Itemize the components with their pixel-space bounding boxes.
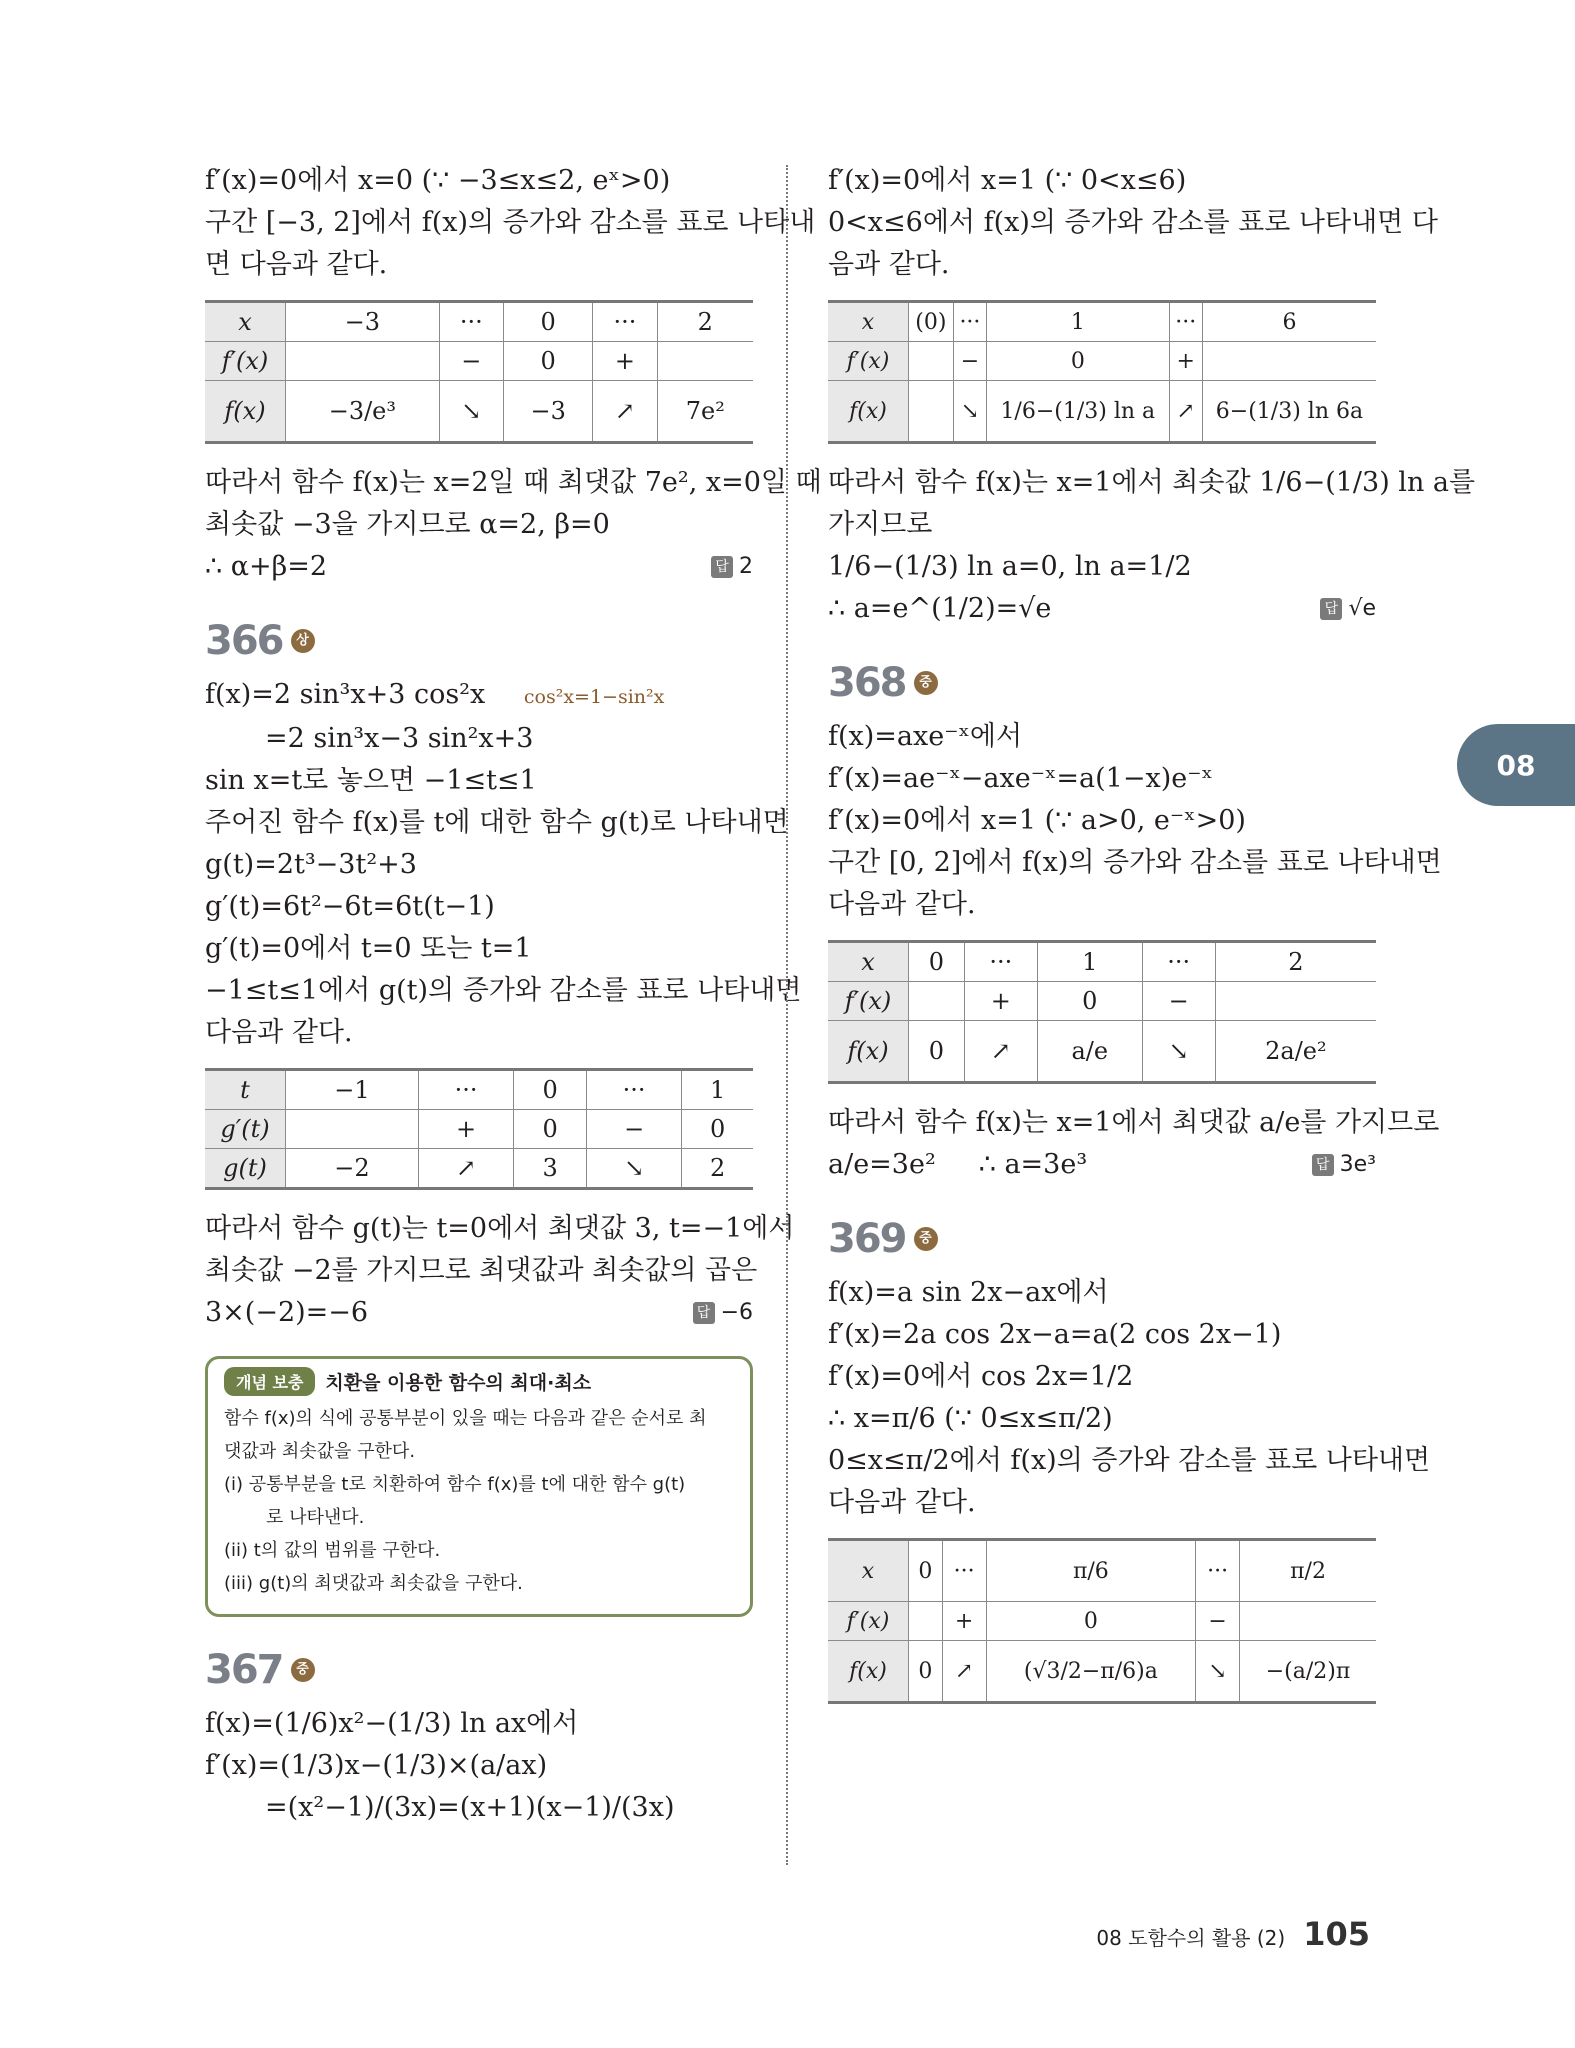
answer-line: ∴ α+β=2 [205, 551, 328, 582]
table-cell: ↘ [1142, 1021, 1215, 1083]
answer-row [205, 1292, 753, 1334]
text-line: f′(x)=0에서 x=1 (∵ 0<x≤6) [828, 165, 1187, 196]
table-cell: 6−(1/3) ln 6a [1202, 381, 1376, 443]
table-cell: f(x) [828, 381, 909, 443]
text-line: 다음과 같다. [828, 889, 976, 920]
table-cell: x [828, 942, 909, 982]
footer-title: 08 도함수의 활용 (2) [1096, 1926, 1286, 1950]
answer-badge [693, 1292, 753, 1334]
problem-number: 369 [828, 1216, 906, 1262]
table-cell: ··· [953, 302, 986, 342]
problem-367-header [205, 1647, 753, 1693]
table-cell: ··· [964, 942, 1037, 982]
table-cell: ↗ [418, 1149, 513, 1189]
table-cell: − [1196, 1602, 1240, 1641]
answer-line: a/e=3e² ∴ a=3e³ [828, 1149, 1088, 1180]
text-line: 따라서 함수 g(t)는 t=0에서 최댓값 3, t=−1에서 [205, 1213, 795, 1244]
table-cell: 0 [1037, 982, 1142, 1021]
answer-line: ∴ a=e^(1/2)=√e [828, 593, 1052, 624]
table-cell: −3 [286, 302, 440, 342]
text-line: 다음과 같다. [828, 1487, 976, 1518]
table-cell: x [205, 302, 286, 342]
answer-line: 3×(−2)=−6 [205, 1297, 369, 1328]
table-cell: −2 [286, 1149, 419, 1189]
sign-table-367 [828, 300, 1376, 444]
table-cell: π/2 [1240, 1540, 1376, 1602]
table-cell: 1 [1037, 942, 1142, 982]
table-cell: f(x) [828, 1641, 909, 1703]
problem-number: 366 [205, 618, 283, 664]
text-line: f(x)=axe⁻ˣ에서 [828, 721, 1023, 752]
note-line: (i) 공통부분을 t로 치환하여 함수 f(x)를 t에 대한 함수 g(t) [224, 1474, 686, 1495]
sign-table-368 [828, 940, 1376, 1084]
table-cell: f′(x) [828, 1602, 909, 1641]
table-cell: 0 [909, 1540, 943, 1602]
problem-number: 368 [828, 660, 906, 706]
chapter-tab: 08 [1457, 724, 1575, 806]
text-line: ∴ x=π/6 (∵ 0≤x≤π/2) [828, 1403, 1113, 1434]
table-cell [909, 342, 954, 381]
note-title: 치환을 이용한 함수의 최대·최소 [325, 1372, 592, 1394]
table-cell: + [942, 1602, 986, 1641]
table-cell: 7e² [657, 381, 753, 443]
difficulty-badge: 중 [291, 1658, 315, 1682]
table-cell [909, 381, 954, 443]
table-cell: ↗ [1169, 381, 1202, 443]
table-cell: x [828, 302, 909, 342]
table-cell: 1/6−(1/3) ln a [987, 381, 1169, 443]
answer-badge [711, 546, 753, 588]
problem-369-header [828, 1216, 1376, 1262]
table-cell: 1 [987, 302, 1169, 342]
answer-badge [1312, 1144, 1376, 1186]
page-number: 105 [1303, 1915, 1370, 1953]
page-footer [1096, 1915, 1370, 1953]
table-cell [286, 342, 440, 381]
text-line: 최솟값 −3을 가지므로 α=2, β=0 [205, 509, 610, 540]
text-line: 최솟값 −2를 가지므로 최댓값과 최솟값의 곱은 [205, 1255, 758, 1286]
table-cell: 2 [682, 1149, 753, 1189]
text-line: f′(x)=2a cos 2x−a=a(2 cos 2x−1) [828, 1319, 1282, 1350]
text-line: f(x)=a sin 2x−ax에서 [828, 1277, 1109, 1308]
table-cell: f′(x) [205, 342, 286, 381]
note-header [224, 1367, 734, 1396]
answer-value: 2 [739, 554, 753, 579]
table-cell: ··· [586, 1070, 681, 1110]
text-line: g′(t)=0에서 t=0 또는 t=1 [205, 933, 532, 964]
table-cell: ↘ [953, 381, 986, 443]
table-cell: ↗ [942, 1641, 986, 1703]
table-cell: 0 [987, 342, 1169, 381]
table-cell [286, 1110, 419, 1149]
problem-number: 367 [205, 1647, 283, 1693]
table-cell: ··· [593, 302, 657, 342]
text-line: 가지므로 [828, 509, 933, 540]
table-cell: + [964, 982, 1037, 1021]
text-line: 따라서 함수 f(x)는 x=1에서 최솟값 1/6−(1/3) ln a를 [828, 467, 1476, 498]
table-cell: ··· [418, 1070, 513, 1110]
table-cell [909, 1602, 943, 1641]
table-cell: (0) [909, 302, 954, 342]
answer-row [828, 1144, 1376, 1186]
table-cell: 2a/e² [1215, 1021, 1376, 1083]
difficulty-badge: 중 [914, 1227, 938, 1251]
answer-value: −6 [720, 1300, 753, 1325]
answer-mark-icon: 답 [711, 556, 733, 578]
text-line: f′(x)=0에서 cos 2x=1/2 [828, 1361, 1134, 1392]
table-cell: ↘ [586, 1149, 681, 1189]
table-cell: ↘ [439, 381, 503, 443]
problem-368-header [828, 660, 1376, 706]
table-cell: ↗ [593, 381, 657, 443]
table-cell: a/e [1037, 1021, 1142, 1083]
table-cell: ↗ [964, 1021, 1037, 1083]
text-line: f′(x)=0에서 x=1 (∵ a>0, e⁻ˣ>0) [828, 805, 1246, 836]
sign-table-366 [205, 1068, 753, 1190]
table-cell: 0 [503, 342, 592, 381]
note-line: 댓값과 최솟값을 구한다. [224, 1441, 416, 1462]
table-cell: + [1169, 342, 1202, 381]
table-cell: (√3/2−π/6)a [986, 1641, 1196, 1703]
table-cell: f(x) [828, 1021, 909, 1083]
answer-badge [1320, 588, 1376, 630]
formula: f(x)=2 sin³x+3 cos²x [205, 679, 486, 710]
text-line: 따라서 함수 f(x)는 x=2일 때 최댓값 7e², x=0일 때 [205, 467, 822, 498]
text-line: 면 다음과 같다. [205, 249, 388, 280]
text-line: sin x=t로 놓으면 −1≤t≤1 [205, 765, 537, 796]
problem-366-header [205, 618, 753, 664]
table-cell: ··· [942, 1540, 986, 1602]
note-line: 로 나타낸다. [266, 1507, 365, 1528]
answer-mark-icon: 답 [693, 1302, 715, 1324]
table-cell: 0 [986, 1602, 1196, 1641]
note-line: (ii) t의 값의 범위를 구한다. [224, 1540, 441, 1561]
text-line: 0≤x≤π/2에서 f(x)의 증가와 감소를 표로 나타내면 [828, 1445, 1431, 1476]
column-divider [786, 165, 788, 1865]
text-line: 구간 [−3, 2]에서 f(x)의 증가와 감소를 표로 나타내 [205, 207, 816, 238]
table-cell: ··· [1169, 302, 1202, 342]
answer-mark-icon: 답 [1312, 1154, 1334, 1176]
text-line: 0<x≤6에서 f(x)의 증가와 감소를 표로 나타내면 다 [828, 207, 1438, 238]
note-tag: 개념 보충 [224, 1367, 315, 1396]
text-line: g(t)=2t³−3t²+3 [205, 849, 417, 880]
table-cell [1240, 1602, 1376, 1641]
text-line: 구간 [0, 2]에서 f(x)의 증가와 감소를 표로 나타내면 [828, 847, 1442, 878]
table-cell: 2 [657, 302, 753, 342]
table-cell: g′(t) [205, 1110, 286, 1149]
table-cell: − [586, 1110, 681, 1149]
text-line: f′(x)=ae⁻ˣ−axe⁻ˣ=a(1−x)e⁻ˣ [828, 763, 1213, 794]
table-cell: 2 [1215, 942, 1376, 982]
text-line: 따라서 함수 f(x)는 x=1에서 최댓값 a/e를 가지므로 [828, 1107, 1440, 1138]
table-cell: −3 [503, 381, 592, 443]
table-cell: f′(x) [828, 342, 909, 381]
table-cell [1202, 342, 1376, 381]
table-cell: − [439, 342, 503, 381]
answer-value: √e [1348, 596, 1376, 621]
sign-table-369 [828, 1538, 1376, 1704]
table-cell: 1 [682, 1070, 753, 1110]
side-note: cos²x=1−sin²x [523, 686, 665, 708]
table-cell: −3/e³ [286, 381, 440, 443]
table-cell: ··· [439, 302, 503, 342]
table-cell: 0 [514, 1070, 587, 1110]
text-line: 음과 같다. [828, 249, 950, 280]
text-line: f′(x)=0에서 x=0 (∵ −3≤x≤2, eˣ>0) [205, 165, 671, 196]
table-cell: + [418, 1110, 513, 1149]
text-line: 1/6−(1/3) ln a=0, ln a=1/2 [828, 551, 1192, 582]
table-cell: π/6 [986, 1540, 1196, 1602]
table-cell: −(a/2)π [1240, 1641, 1376, 1703]
table-cell: 0 [909, 942, 965, 982]
difficulty-badge: 중 [914, 671, 938, 695]
answer-mark-icon: 답 [1320, 598, 1342, 620]
table-cell: 3 [514, 1149, 587, 1189]
table-cell: 0 [682, 1110, 753, 1149]
table-cell [909, 982, 965, 1021]
table-cell: 0 [909, 1641, 943, 1703]
answer-row [205, 546, 753, 588]
table-cell: g(t) [205, 1149, 286, 1189]
table-cell: x [828, 1540, 909, 1602]
sign-table-365 [205, 300, 753, 444]
table-cell [657, 342, 753, 381]
table-cell: 0 [503, 302, 592, 342]
text-line: =(x²−1)/(3x)=(x+1)(x−1)/(3x) [265, 1792, 675, 1823]
table-cell: − [1142, 982, 1215, 1021]
note-line: (iii) g(t)의 최댓값과 최솟값을 구한다. [224, 1573, 523, 1594]
text-line: f(x)=(1/6)x²−(1/3) ln ax에서 [205, 1708, 579, 1739]
table-cell: ↘ [1196, 1641, 1240, 1703]
table-cell: f(x) [205, 381, 286, 443]
table-cell: + [593, 342, 657, 381]
table-cell: 0 [909, 1021, 965, 1083]
table-cell [1215, 982, 1376, 1021]
text-line: f′(x)=(1/3)x−(1/3)×(a/ax) [205, 1750, 548, 1781]
answer-value: 3e³ [1339, 1152, 1376, 1177]
text-line: 주어진 함수 f(x)를 t에 대한 함수 g(t)로 나타내면 [205, 807, 789, 838]
text-line: 다음과 같다. [205, 1017, 353, 1048]
table-cell: 0 [514, 1110, 587, 1149]
table-cell: − [953, 342, 986, 381]
text-line: −1≤t≤1에서 g(t)의 증가와 감소를 표로 나타내면 [205, 975, 802, 1006]
text-line [205, 674, 753, 718]
right-column [828, 160, 1476, 1722]
concept-note-box [205, 1356, 753, 1617]
table-cell: −1 [286, 1070, 419, 1110]
difficulty-badge: 상 [291, 629, 315, 653]
left-column [205, 160, 822, 1829]
table-cell: t [205, 1070, 286, 1110]
note-line: 함수 f(x)의 식에 공통부분이 있을 때는 다음과 같은 순서로 최 [224, 1408, 707, 1429]
table-cell: 6 [1202, 302, 1376, 342]
answer-row [828, 588, 1376, 630]
text-line: =2 sin³x−3 sin²x+3 [265, 723, 534, 754]
table-cell: ··· [1142, 942, 1215, 982]
table-cell: f′(x) [828, 982, 909, 1021]
table-cell: ··· [1196, 1540, 1240, 1602]
text-line: g′(t)=6t²−6t=6t(t−1) [205, 891, 495, 922]
